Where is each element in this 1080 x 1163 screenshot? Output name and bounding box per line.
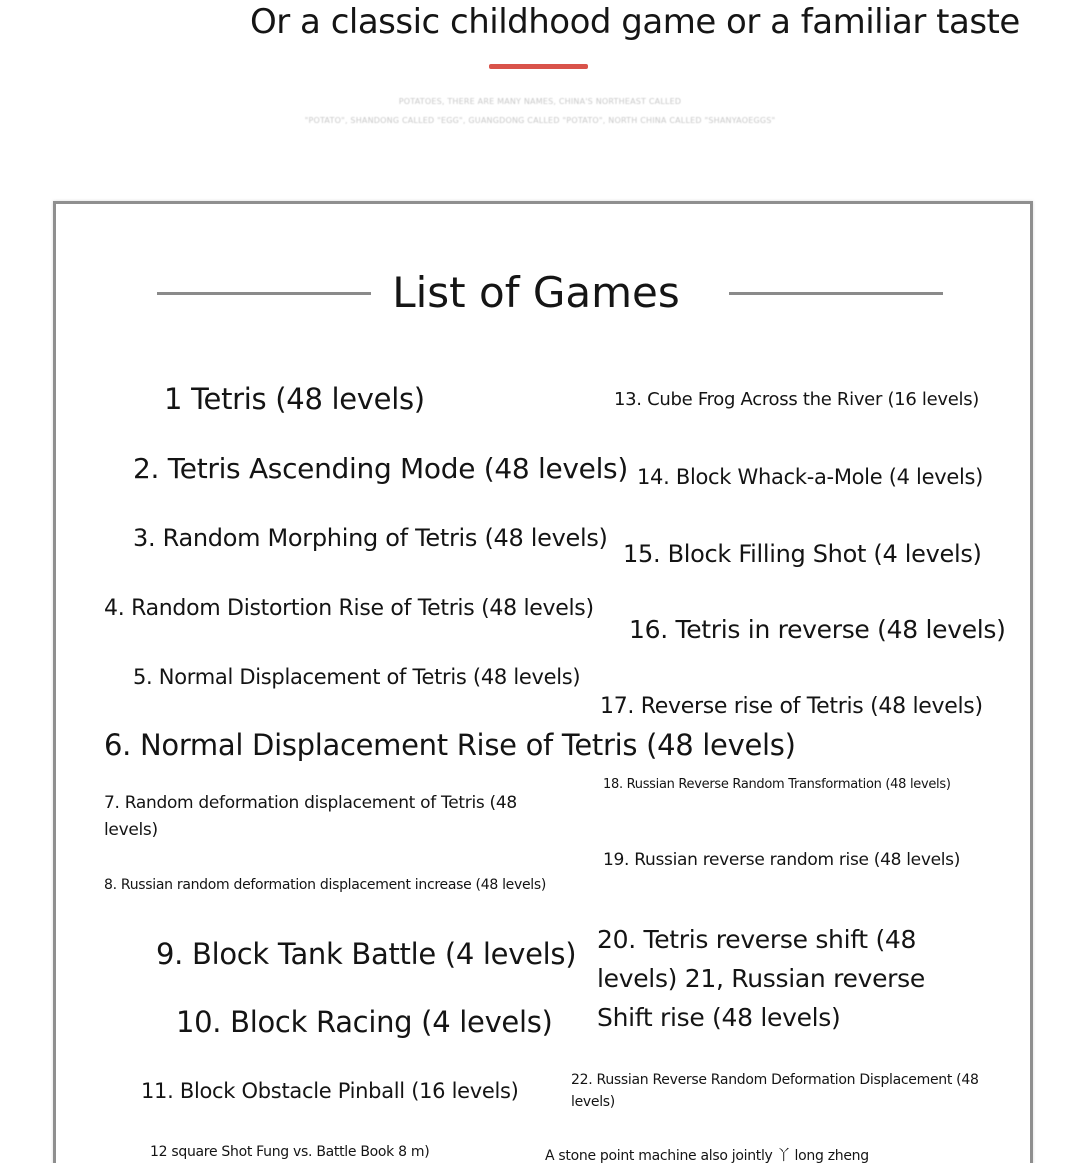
game-item-15: 15. Block Filling Shot (4 levels) [623,540,982,568]
game-item-2: 2. Tetris Ascending Mode (48 levels) [133,452,628,485]
game-item-9: 9. Block Tank Battle (4 levels) [156,937,577,971]
page-headline: Or a classic childhood game or a familiar taste [250,2,1020,42]
game-item-14: 14. Block Whack-a-Mole (4 levels) [637,465,984,489]
title-rule-right [729,292,943,295]
game-item-8: 8. Russian random deformation displacement increase (48 levels) [104,877,547,893]
game-item-6: 6. Normal Displacement Rise of Tetris (48 levels) [104,728,796,762]
game-item-20-21: 20. Tetris reverse shift (48 levels) 21, Russian reverse Shift rise (48 levels) [597,925,925,1032]
game-item-10: 10. Block Racing (4 levels) [176,1005,553,1039]
game-item-12: 12 square Shot Fung vs. Battle Book 8 m) [150,1144,430,1160]
game-item-3: 3. Random Morphing of Tetris (48 levels) [133,524,608,552]
faint-caption-line-2: "POTATO", SHANDONG CALLED "EGG", GUANGDONG CALLED "POTATO", NORTH CHINA CALLED "SHANYAOEGGS" [304,116,776,125]
game-item-footer-note: A stone point machine also jointly 丫 long zheng [545,1148,869,1163]
game-item-17: 17. Reverse rise of Tetris (48 levels) [600,694,983,719]
game-item-4: 4. Random Distortion Rise of Tetris (48 levels) [104,596,594,621]
game-item-5: 5. Normal Displacement of Tetris (48 levels) [133,665,581,689]
game-item-1: 1 Tetris (48 levels) [164,382,425,416]
game-list-title: List of Games [392,268,680,317]
game-item-18: 18. Russian Reverse Random Transformation (48 levels) [603,777,951,792]
game-item-13: 13. Cube Frog Across the River (16 levels) [614,389,980,410]
game-item-22: 22. Russian Reverse Random Deformation Displacement (48 levels) [571,1072,979,1110]
accent-divider [489,64,588,69]
game-item-7: 7. Random deformation displacement of Tetris (48 levels) [104,793,517,840]
faint-caption-line-1: POTATOES, THERE ARE MANY NAMES, CHINA'S NORTHEAST CALLED [398,97,682,106]
game-item-16: 16. Tetris in reverse (48 levels) [629,615,1006,644]
game-item-11: 11. Block Obstacle Pinball (16 levels) [141,1079,519,1103]
game-item-19: 19. Russian reverse random rise (48 levels) [603,850,961,870]
